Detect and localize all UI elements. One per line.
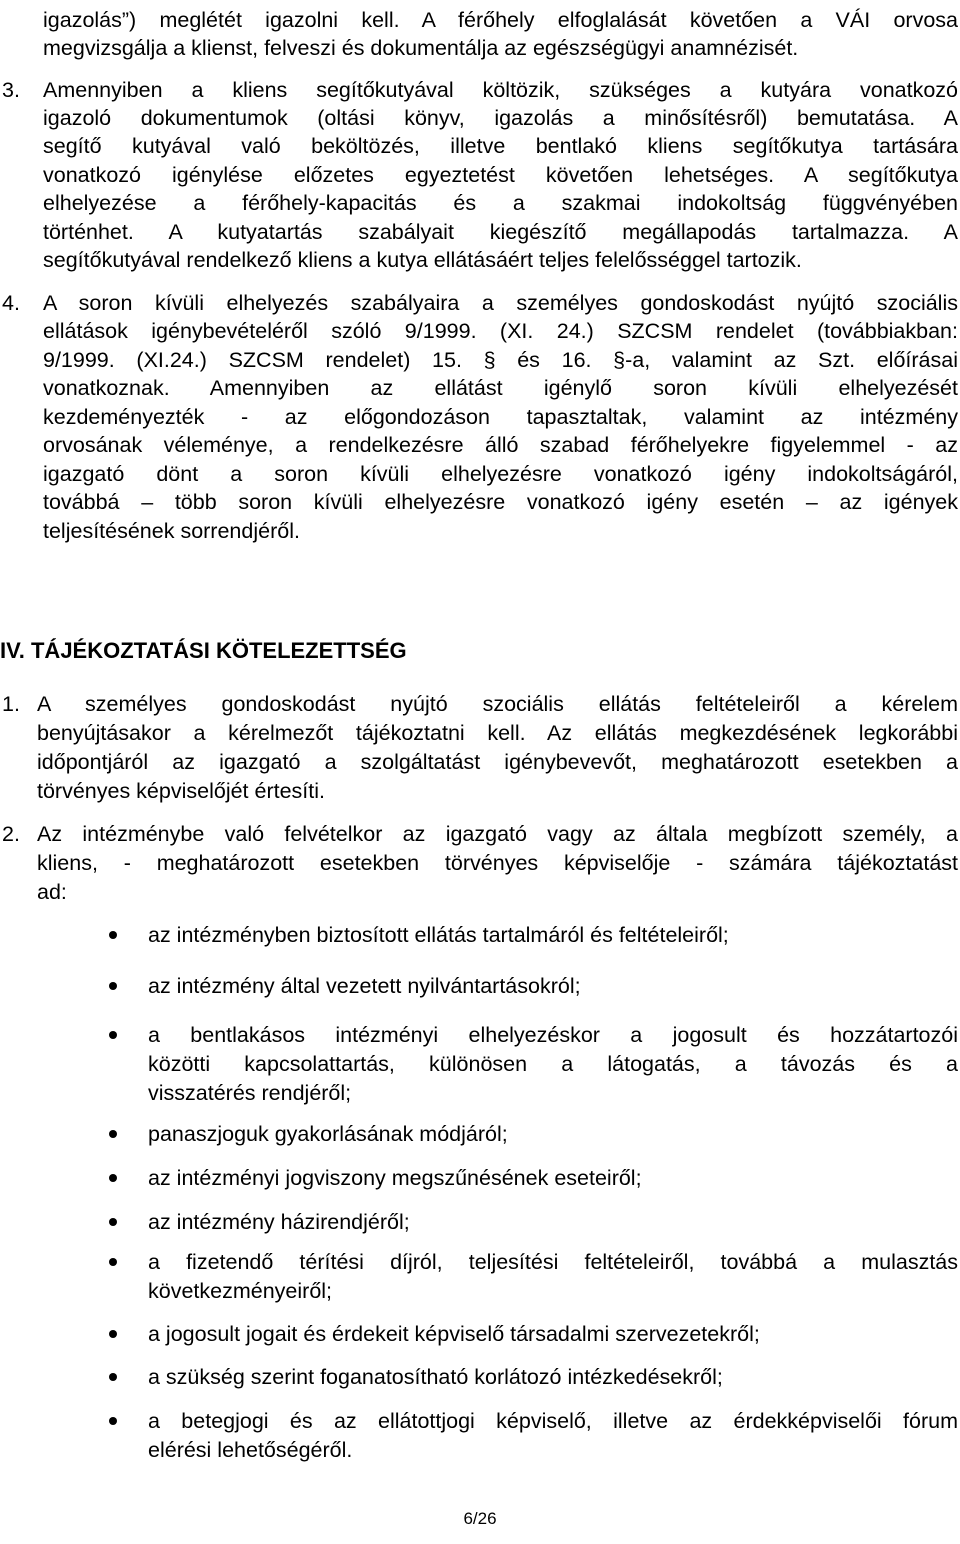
item-3-line: vonatkozó igénylése előzetes egyeztetést követően lehetséges. A segítőkutya xyxy=(43,163,958,187)
section-1-line: A személyes gondoskodást nyújtó szociális ellátás feltételeiről a kérelem xyxy=(37,692,958,716)
item-4-line: A soron kívüli elhelyezés szabályaira a személyes gondoskodást nyújtó szociális xyxy=(43,291,958,315)
bullet-dot-icon xyxy=(109,1258,117,1266)
item-number-4: 4. xyxy=(2,291,20,315)
item-3-line: segítő kutyával való beköltözés, illetve bentlakó kliens segítőkutya tartására xyxy=(43,134,958,158)
list-item-text: a szükség szerint foganatosítható korlátozó intézkedésekről; xyxy=(148,1365,723,1389)
item-number-1: 1. xyxy=(2,692,20,716)
list-item-text: az intézmény által vezetett nyilvántartásokról; xyxy=(148,974,581,998)
list-item-text: visszatérés rendjéről; xyxy=(148,1081,352,1105)
list-item-text: a betegjogi és az ellátottjogi képviselő, illetve az érdekképviselői fórum xyxy=(148,1409,958,1433)
item-number-2: 2. xyxy=(2,822,20,846)
section-2-line: kliens, - meghatározott esetekben törvényes képviselője - számára tájékoztatást xyxy=(37,851,958,875)
section-2-line: Az intézménybe való felvételkor az igazgató vagy az általa megbízott személy, a xyxy=(37,822,958,846)
bullet-dot-icon xyxy=(109,1330,117,1338)
section-1-line: benyújtásakor a kérelmezőt tájékoztatni kell. Az ellátás megkezdésének legkorábbi xyxy=(37,721,958,745)
list-item-text: az intézményben biztosított ellátás tartalmáról és feltételeiről; xyxy=(148,923,729,947)
bullet-dot-icon xyxy=(109,1373,117,1381)
item-4-line: kezdeményezték - az előgondozáson tapasztaltak, valamint az intézmény xyxy=(43,405,958,429)
item-3-line: segítőkutyával rendelkező kliens a kutya ellátásáért teljes felelősséggel tartozik. xyxy=(43,248,802,272)
list-item-text: a jogosult jogait és érdekeit képviselő társadalmi szervezetekről; xyxy=(148,1322,760,1346)
bullet-dot-icon xyxy=(109,1417,117,1425)
list-item-text: következményeiről; xyxy=(148,1279,333,1303)
bullet-dot-icon xyxy=(109,1218,117,1226)
item-3-line: történhet. A kutyatartás szabályait kiegészítő megállapodás tartalmazza. A xyxy=(43,220,958,244)
paragraph-continuation-line-1: igazolás”) meglétét igazolni kell. A férőhely elfoglalását követően a VÁI orvosa xyxy=(43,8,958,32)
section-2-line: ad: xyxy=(37,880,67,904)
bullet-dot-icon xyxy=(109,982,117,990)
list-item-text: az intézmény házirendjéről; xyxy=(148,1210,410,1234)
bullet-dot-icon xyxy=(109,1174,117,1182)
bullet-dot-icon xyxy=(109,1031,117,1039)
item-4-line: teljesítésének sorrendjéről. xyxy=(43,519,300,543)
item-3-line: Amennyiben a kliens segítőkutyával költözik, szükséges a kutyára vonatkozó xyxy=(43,78,958,102)
item-3-line: igazoló dokumentumok (oltási könyv, igazolás a minősítésről) bemutatása. A xyxy=(43,106,958,130)
section-1-line: időpontjáról az igazgató a szolgáltatást igénybevevőt, meghatározott esetekben a xyxy=(37,750,958,774)
item-4-line: továbbá – több soron kívüli elhelyezésre vonatkozó igény esetén – az igények xyxy=(43,490,958,514)
list-item-text: elérési lehetőségéről. xyxy=(148,1438,353,1462)
bullet-dot-icon xyxy=(109,931,117,939)
list-item-text: panaszjoguk gyakorlásának módjáról; xyxy=(148,1122,508,1146)
item-4-line: ellátások igénybevételéről szóló 9/1999. (XI. 24.) SZCSM rendelet (továbbiakban: xyxy=(43,319,958,343)
item-4-line: 9/1999. (XI.24.) SZCSM rendelet) 15. § és 16. §-a, valamint az Szt. előírásai xyxy=(43,348,958,372)
list-item-text: a fizetendő térítési díjról, teljesítési feltételeiről, továbbá a mulasztás xyxy=(148,1250,958,1274)
bullet-dot-icon xyxy=(109,1130,117,1138)
item-number-3: 3. xyxy=(2,78,20,102)
list-item-text: a bentlakásos intézményi elhelyezéskor a jogosult és hozzátartozói xyxy=(148,1023,958,1047)
paragraph-continuation-line-2: megvizsgálja a klienst, felveszi és dokumentálja az egészségügyi anamnézisét. xyxy=(43,36,799,60)
item-3-line: elhelyezése a férőhely-kapacitás és a szakmai indokoltság függvényében xyxy=(43,191,958,215)
list-item-text: közötti kapcsolattartás, különösen a látogatás, a távozás és a xyxy=(148,1052,958,1076)
item-4-line: orvosának véleménye, a rendelkezésre álló szabad férőhelyekre figyelemmel - az xyxy=(43,433,958,457)
section-1-line: törvényes képviselőjét értesíti. xyxy=(37,779,325,803)
item-4-line: igazgató dönt a soron kívüli elhelyezésre vonatkozó igény indokoltságáról, xyxy=(43,462,958,486)
list-item-text: az intézményi jogviszony megszűnésének eseteiről; xyxy=(148,1166,642,1190)
item-4-line: vonatkoznak. Amennyiben az ellátást igénylő soron kívüli elhelyezését xyxy=(43,376,958,400)
section-heading: IV. TÁJÉKOZTATÁSI KÖTELEZETTSÉG xyxy=(0,638,407,663)
page-number: 6/26 xyxy=(463,1509,497,1528)
